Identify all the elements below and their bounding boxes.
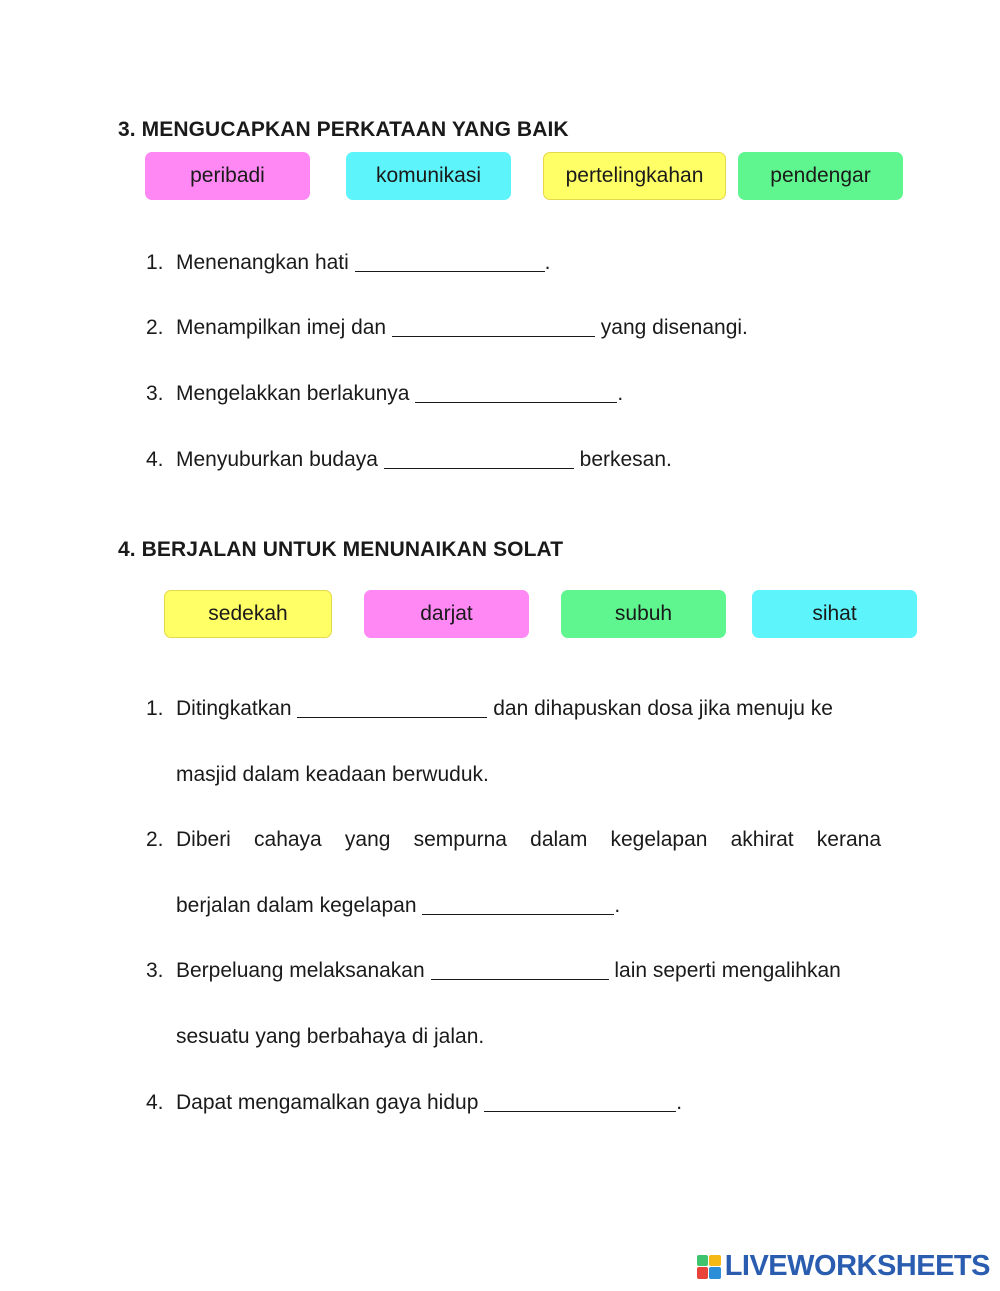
section-3-title: 3. MENGUCAPKAN PERKATAAN YANG BAIK xyxy=(118,118,569,141)
question-3-3 xyxy=(146,361,881,427)
answer-blank[interactable] xyxy=(384,445,574,468)
question-number: 2. xyxy=(146,316,164,339)
question-text: . xyxy=(614,894,621,917)
question-text: Mengelakkan berlakunya xyxy=(176,382,416,405)
word-chip-sedekah[interactable]: sedekah xyxy=(164,590,332,638)
word-chip-sihat[interactable]: sihat xyxy=(752,590,917,638)
answer-blank[interactable] xyxy=(431,956,609,979)
word-chip-komunikasi[interactable]: komunikasi xyxy=(346,152,511,200)
question-text: Diberi cahaya yang sempurna dalam kegelapan akhirat kerana xyxy=(176,828,881,851)
question-number: 4. xyxy=(146,448,164,471)
question-number: 1. xyxy=(146,251,164,274)
question-number: 4. xyxy=(146,1091,164,1114)
question-text: sesuatu yang berbahaya di jalan. xyxy=(176,1025,485,1048)
question-number: 1. xyxy=(146,697,164,720)
question-4-4 xyxy=(146,1070,881,1136)
question-4-3 xyxy=(146,938,881,1070)
question-text: . xyxy=(544,251,551,274)
word-chip-subuh[interactable]: subuh xyxy=(561,590,726,638)
question-text: Ditingkatkan xyxy=(176,697,298,720)
question-text: dan dihapuskan dosa jika menuju ke xyxy=(487,697,833,720)
word-chip-pendengar[interactable]: pendengar xyxy=(738,152,903,200)
question-number: 3. xyxy=(146,959,164,982)
question-4-2 xyxy=(146,807,881,939)
question-number: 2. xyxy=(146,828,164,851)
answer-blank[interactable] xyxy=(415,379,617,402)
question-text: . xyxy=(617,382,624,405)
word-chip-peribadi[interactable]: peribadi xyxy=(145,152,310,200)
word-chip-darjat[interactable]: darjat xyxy=(364,590,529,638)
question-text: berjalan dalam kegelapan xyxy=(176,894,423,917)
question-3-1 xyxy=(146,230,881,296)
liveworksheets-logo xyxy=(697,1250,990,1283)
question-text: masjid dalam keadaan berwuduk. xyxy=(176,763,489,786)
logo-text: LIVEWORKSHEETS xyxy=(724,1250,990,1282)
question-text: lain seperti mengalihkan xyxy=(608,959,841,982)
question-text: Menyuburkan budaya xyxy=(176,448,384,471)
answer-blank[interactable] xyxy=(392,313,595,336)
question-text: Berpeluang melaksanakan xyxy=(176,959,431,982)
question-text: Menenangkan hati xyxy=(176,251,355,274)
question-text: Menampilkan imej dan xyxy=(176,316,392,339)
question-text: berkesan. xyxy=(573,448,672,471)
liveworksheets-logo-icon xyxy=(697,1255,721,1279)
section-4-title: 4. BERJALAN UNTUK MENUNAIKAN SOLAT xyxy=(118,538,564,561)
question-text: Dapat mengamalkan gaya hidup xyxy=(176,1091,485,1114)
word-chip-pertelingkahan[interactable]: pertelingkahan xyxy=(543,152,726,200)
question-4-1 xyxy=(146,676,881,808)
question-text: yang disenangi. xyxy=(594,316,748,339)
answer-blank[interactable] xyxy=(422,891,614,914)
question-number: 3. xyxy=(146,382,164,405)
answer-blank[interactable] xyxy=(355,248,545,271)
answer-blank[interactable] xyxy=(484,1088,676,1111)
question-text: . xyxy=(676,1091,683,1114)
question-3-2 xyxy=(146,295,881,361)
answer-blank[interactable] xyxy=(297,694,487,717)
question-3-4 xyxy=(146,427,881,493)
